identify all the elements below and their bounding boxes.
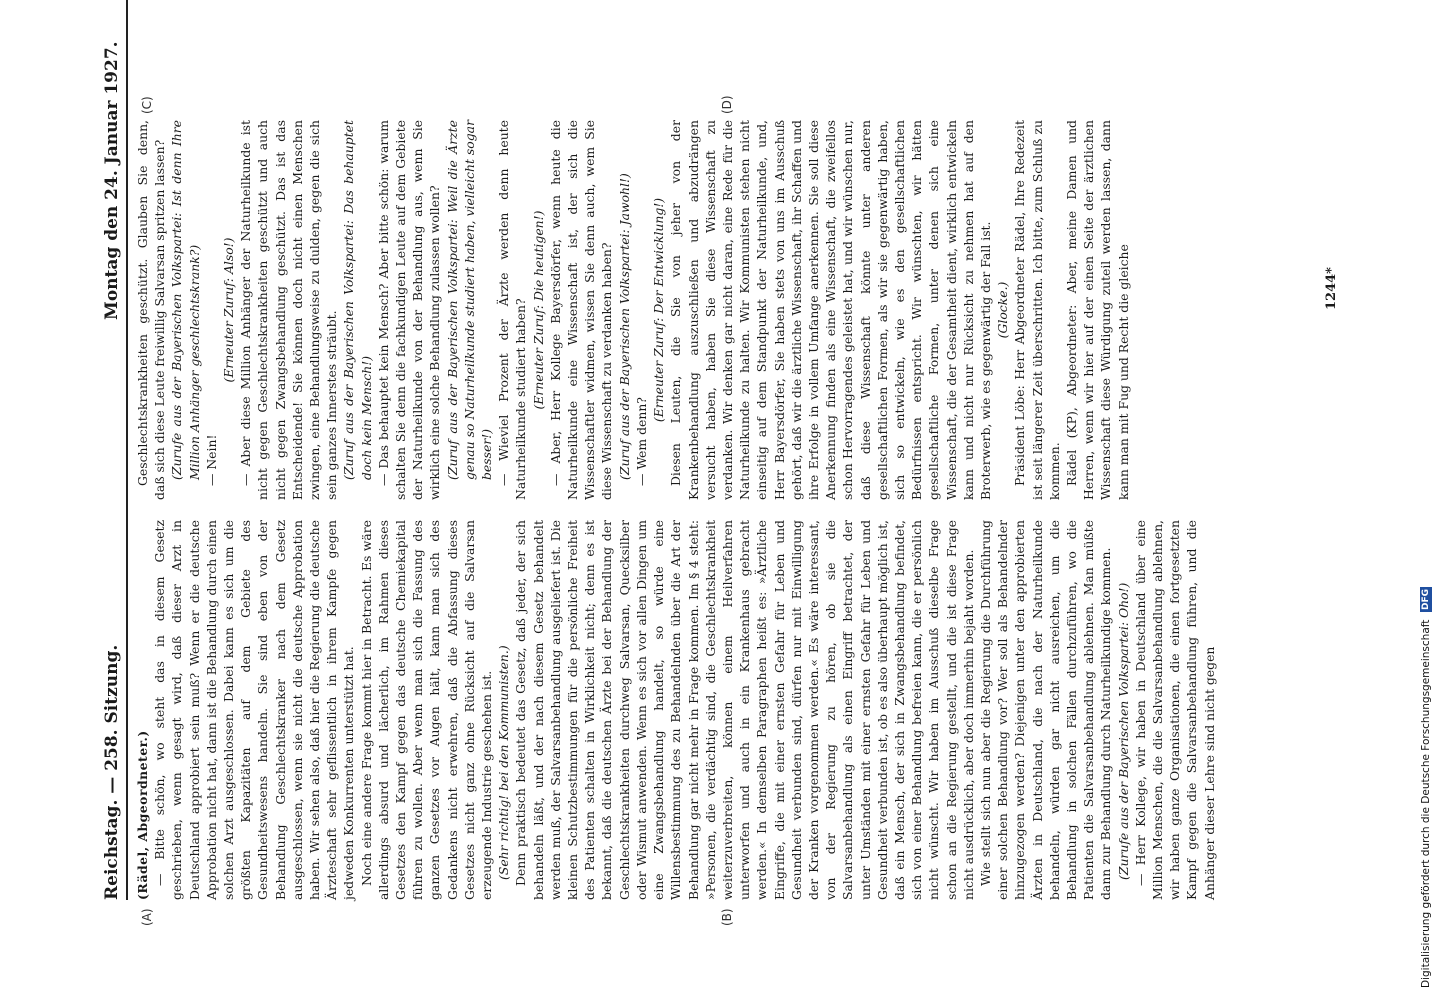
margin-mark-a: (A) [140, 908, 154, 926]
interjection: (Erneuter Zuruf: Die heutigen!) [530, 210, 546, 410]
paragraph: — Herr Kollege, wir haben in Deutschland über eine Million Menschen, die die Salvarsanbehandlung ablehnen, wir haben ganze Organisationen, die einen fortgesetzten Kampf gegen die Salvarsanbehandlung führen, und die Anhänger dieser Lehre sind nicht gegen [1132, 520, 1217, 900]
paragraph: Geschlechtskrankheiten geschützt. Glauben Sie denn, daß sich diese Leute freiwillig Salvarsan spritzen lassen? [135, 120, 168, 500]
paragraph: — Wem denn? [633, 397, 649, 486]
left-column [134, 520, 1218, 900]
interjection: (Sehr richtig! bei den Kommunisten.) [496, 645, 512, 880]
paragraph: Diesen Leuten, die Sie von jeher von der Krankenbehandlung auszuschließen und abzudrängen versucht haben, haben Sie diese Wissenschaft zu verdanken. Wir denken gar nicht daran, eine Rede für die Naturheilkunde zu halten. Wir Kommunisten stehen nicht einseitig auf dem Standpunkt der Naturheilkunde, und, Herr Bayersdörfer, Sie haben stets von uns im Ausschuß gehört, daß wir die ärztliche Wissenschaft, ihr Schaffen und ihre Erfolge in vollem Umfange anerkennen. Sie soll diese Anerkennung finden als eine Wissenschaft, die zweifellos schon Hervorragendes geleistet hat, und wir wünschen nur, daß diese Wissenschaft könnte unter anderen gesellschaftlichen Formen, als wir sie gegenwärtig haben, sich so entwickeln, wie es den gesellschaftlichen Bedürfnissen entspricht. Wir wünschten, wir hätten gesellschaftliche Formen, unter denen sich eine Wissenschaft, die der Gesamtheit dient, wirklich entwickeln kann und nicht nur Rücksicht zu nehmen hat auf den Broterwerb, wie es gegenwärtig der Fall ist. [668, 120, 993, 500]
digitization-credit [1420, 8, 1432, 988]
paragraph: — Aber diese Million Anhänger der Naturheilkunde ist nicht gegen Geschlechtskrankheiten geschützt und auch nicht gegen Zwangsbehandlung geschützt. Das ist das Entscheidende! Sie können doch nicht einen Menschen zwingen, eine Behandlungsweise zu dulden, gegen die sich sein ganzes Innerstes sträubt. [238, 120, 340, 500]
margin-mark-c: (C) [140, 96, 154, 114]
interjection: (Glocke.) [995, 281, 1011, 339]
paragraph: Rädel (KP), Abgeordneter: Aber, meine Damen und Herren, wenn wir hier auf der einen Seite der ärztlichen Wissenschaft diese Würdigung zuteil werden lassen, dann kann man mit Fug und Recht die gleiche [1063, 120, 1131, 500]
dfg-logo: DFG [1421, 589, 1431, 611]
interjection: (Erneuter Zuruf: Also!) [221, 237, 237, 383]
page-header [100, 0, 126, 900]
header-date: Montag den 24. Januar 1927. [102, 41, 122, 320]
interjection: (Zurufe aus der Bayerischen Volkspartei: Ist denn Ihre Million Anhänger geschlechtskrank?) [169, 120, 202, 480]
paragraph: — Das behauptet kein Mensch? Aber bitte schön: warum schalten Sie denn die fachkundigen Leute auf dem Gebiete der Naturheilkunde von der Behandlung aus, wenn Sie wirklich eine solche Behandlung zulassen wollen? [375, 120, 443, 500]
rotated-page-content [100, 41, 1340, 926]
margin-mark-b: (B) [720, 908, 734, 926]
interjection: (Zurufe aus der Bayerischen Volkspartei: Oho!) [1115, 582, 1131, 880]
speaker-line: (Rädel, Abgeordneter.) [135, 730, 150, 900]
header-left: Reichstag. — 258. Sitzung. [102, 644, 122, 900]
interjection: (Zuruf aus der Bayerischen Volkspartei: Das behauptet doch kein Mensch!) [341, 120, 374, 480]
paragraph: Noch eine andere Frage kommt hier in Betracht. Es wäre allerdings absurd und lächerlich, im Rahmen dieses Gesetzes den Kampf gegen das deutsche Chemiekapital führen zu wollen. Aber wenn man sich die Fassung des ganzen Gesetzes vor Augen hält, kann man sich des Gedankens nicht erwehren, daß die Abfassung dieses Gesetzes nicht ganz ohne Rücksicht auf die Salvarsan erzeugende Industrie geschehen ist. [358, 520, 495, 900]
paragraph: Präsident Löbe: Herr Abgeordneter Rädel, Ihre Redezeit ist seit längerer Zeit überschritten. Ich bitte, zum Schluß zu kommen. [1012, 120, 1062, 500]
paragraph: Denn praktisch bedeutet das Gesetz, daß jeder, der sich behandeln läßt, und der nach diesem Gesetz behandelt werden muß, der Salvarsanbehandlung ausgeliefert ist. Die kleinen Schutzbestimmungen für die persönliche Freiheit des Patienten schalten in Wirklichkeit nicht; denn es ist bekannt, daß die deutschen Ärzte bei der Behandlung der Geschlechtskrankheiten durchweg Salvarsan, Quecksilber oder Wismut anwenden. Wenn es sich vor allen Dingen um eine Zwangsbehandlung handelt, so würde eine Willensbestimmung des zu Behandelnden über die Art der Behandlung gar nicht mehr in Frage kommen. Im § 4 steht: »Personen, die verdächtig sind, die Geschlechtskrankheit weiterzuverbreiten, können einem Heilverfahren unterworfen und auch in ein Krankenhaus gebracht werden.« In demselben Paragraphen heißt es: »Ärztliche Eingriffe, die mit einer ernsten Gefahr für Leben und Gesundheit verbunden sind, dürfen nur mit Einwilligung der Kranken vorgenommen werden.« Es wäre interessant, von der Regierung zu hören, ob sie die Salvarsanbehandlung als einen Eingriff betrachtet, der unter Umständen mit einer ernsten Gefahr für Leben und Gesundheit verbunden ist, ob es also überhaupt möglich ist, daß ein Mensch, der sich in Zwangsbehandlung befindet, sich von einer Behandlung befreien kann, die er persönlich nicht wünscht. Wir haben im Ausschuß dieselbe Frage schon an die Regierung gestellt, und die ist diese Frage nicht ausdrücklich, aber doch immerhin bejaht worden. [513, 520, 976, 900]
credit-text: Digitalisierung gefördert durch die Deutsche Forschungsgemeinschaft [1420, 619, 1432, 988]
interjection: (Zuruf aus der Bayerischen Volkspartei: Jawohl!) [616, 173, 632, 480]
paragraph: — Aber, Herr Kollege Bayersdörfer, wenn heute die Naturheilkunde eine Wissenschaft ist, der sich die Wissenschaftler widmen, wissen Sie denn auch, wem Sie diese Wissenschaft zu verdanken haben? [547, 120, 615, 500]
header-rule [126, 0, 128, 900]
paragraph: — Bitte schön, wo steht das in diesem Gesetz geschrieben, wenn gesagt wird, daß dieser Arzt in Deutschland approbiert sein muß? Wenn er die deutsche Approbation nicht hat, dann ist die Behandlung durch einen solchen Arzt ausgeschlossen. Dabei kann es sich um die größten Kapazitäten auf dem Gebiete des Gesundheitswesens handeln. Sie sind eben von der Behandlung Geschlechtskranker nach dem Gesetz ausgeschlossen, wenn sie nicht die deutsche Approbation haben. Wir sehen also, daß hier die Regierung die deutsche Ärzteschaft sehr geflissentlich in ihrem Kampfe gegen jedweden Konkurrenten unterstützt hat. [152, 520, 357, 900]
paragraph: Wie stellt sich nun aber die Regierung die Durchführung einer solchen Behandlung vor? Wer soll als Behandelnder hinzugezogen werden? Diejenigen unter den approbierten Ärzten in Deutschland, die nach der Naturheilkunde behandeln, würden gar nicht ausreichen, um die Behandlung in solchen Fällen durchzuführen, wo die Patienten die Salvarsanbehandlung ablehnen. Man müßte dann zur Behandlung durch Naturheilkundige kommen. [977, 520, 1114, 900]
interjection: (Zuruf aus der Bayerischen Volkspartei: Weil die Ärzte genau so Naturheilkunde studiert haben, vielleicht sogar besser!) [444, 120, 495, 480]
right-column [134, 120, 1132, 500]
sheet-number: 1244* [1324, 267, 1339, 310]
paragraph: — Wieviel Prozent der Ärzte werden denn heute Naturheilkunde studiert haben? [496, 120, 529, 500]
margin-mark-d: (D) [720, 95, 734, 114]
paragraph: — Nein! [203, 434, 219, 486]
interjection: (Erneuter Zuruf: Der Entwicklung!) [651, 197, 667, 423]
